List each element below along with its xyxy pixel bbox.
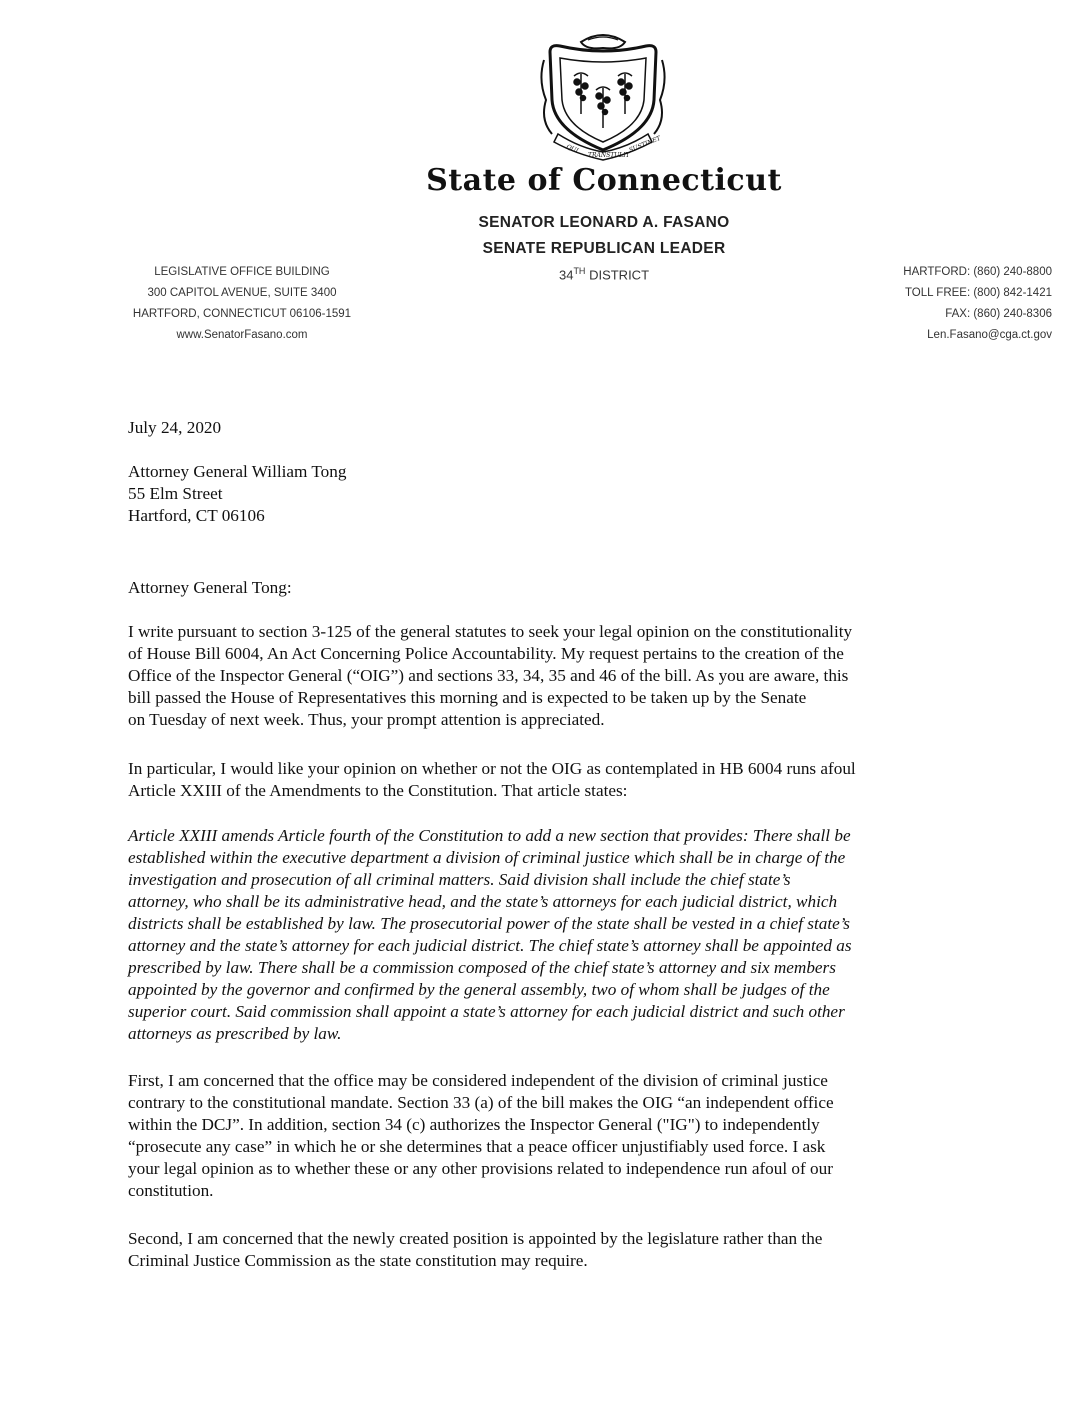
office-street: 300 CAPITOL AVENUE, SUITE 3400: [147, 287, 337, 299]
senator-email-link[interactable]: Len.Fasano@cga.ct.gov: [927, 329, 1052, 341]
paragraph-2: [128, 758, 978, 802]
paragraph-3-line: contrary to the constitutional mandate. Section 33 (a) of the bill makes the OIG “an independent office: [128, 1093, 834, 1112]
toll-free-phone: TOLL FREE: (800) 842-1421: [904, 287, 1052, 299]
district-suffix: TH: [573, 266, 586, 276]
paragraph-1-line: of House Bill 6004, An Act Concerning Police Accountability. My request pertains to the creation of the: [128, 644, 844, 663]
senator-website-link[interactable]: www.SenatorFasano.com: [176, 329, 308, 341]
svg-text:TRANSTULIT: TRANSTULIT: [588, 152, 630, 159]
district-number: 34: [558, 267, 574, 283]
paragraph-3-line: constitution.: [128, 1181, 214, 1200]
quote-line: established within the executive department a division of criminal justice which shall be in charge of the: [128, 848, 846, 867]
office-address-block: [120, 262, 364, 346]
paragraph-3-line: “prosecute any case” in which he or she determines that a peace officer unjustifiably used force. I ask: [128, 1137, 826, 1156]
seal-icon: [536, 30, 670, 165]
senator-title: SENATE REPUBLICAN LEADER: [482, 240, 726, 257]
contact-block: [832, 262, 1052, 346]
paragraph-2-line: Article XXIII of the Amendments to the Constitution. That article states:: [128, 781, 628, 800]
paragraph-4-line: Second, I am concerned that the newly created position is appointed by the legislature rather than the: [128, 1229, 823, 1248]
recipient-address: [128, 461, 978, 527]
letter-date: July 24, 2020: [128, 418, 222, 437]
hartford-phone: HARTFORD: (860) 240-8800: [903, 266, 1052, 278]
quote-line: attorney, who shall be its administrative head, and the state’s attorneys for each judicial district, which: [128, 892, 838, 911]
quote-line: prescribed by law. There shall be a commission composed of the chief state’s attorney and six members: [128, 958, 836, 977]
paragraph-3: [128, 1070, 978, 1202]
recipient-name: Attorney General William Tong: [128, 462, 347, 481]
paragraph-4-line: Criminal Justice Commission as the state constitution may require.: [128, 1251, 588, 1270]
paragraph-1-line: Office of the Inspector General (“OIG”) and sections 33, 34, 35 and 46 of the bill. As you are aware, this: [128, 666, 849, 685]
paragraph-3-line: First, I am concerned that the office may be considered independent of the division of criminal justice: [128, 1071, 828, 1090]
quote-line: districts shall be established by law. The prosecutorial power of the state shall be vested in a chief state’s: [128, 914, 850, 933]
state-seal: [536, 30, 670, 165]
article-quote: [128, 825, 978, 1045]
quote-line: attorneys as prescribed by law.: [128, 1024, 342, 1043]
paragraph-1-line: I write pursuant to section 3-125 of the general statutes to seek your legal opinion on the constitutionality: [128, 622, 853, 641]
office-building: LEGISLATIVE OFFICE BUILDING: [154, 266, 330, 278]
svg-text:SUSTINET: SUSTINET: [628, 134, 662, 154]
paragraph-3-line: your legal opinion as to whether these or any other provisions related to independence run afoul of our: [128, 1159, 833, 1178]
svg-text:QUI: QUI: [565, 143, 580, 155]
district-word: DISTRICT: [589, 267, 650, 283]
quote-line: investigation and prosecution of all criminal matters. Said division shall include the chief state’s: [128, 870, 791, 889]
salutation: Attorney General Tong:: [128, 578, 292, 597]
paragraph-3-line: within the DCJ”. In addition, section 34 (c) authorizes the Inspector General ("IG") to independently: [128, 1115, 820, 1134]
recipient-city: Hartford, CT 06106: [128, 506, 265, 525]
fax-number: FAX: (860) 240-8306: [945, 308, 1052, 320]
quote-line: appointed by the governor and confirmed by the general assembly, two of whom shall be judges of the: [128, 980, 830, 999]
paragraph-2-line: In particular, I would like your opinion on whether or not the OIG as contemplated in HB 6004 runs afoul: [128, 759, 856, 778]
office-city: HARTFORD, CONNECTICUT 06106-1591: [132, 308, 352, 320]
state-title: State of Connecticut: [426, 163, 782, 198]
recipient-street: 55 Elm Street: [128, 484, 223, 503]
quote-line: superior court. Said commission shall appoint a state’s attorney for each judicial district and such other: [128, 1002, 845, 1021]
paragraph-1-line: on Tuesday of next week. Thus, your prompt attention is appreciated.: [128, 710, 605, 729]
quote-line: Article XXIII amends Article fourth of the Constitution to add a new section that provides: There shall be: [128, 826, 851, 845]
senator-name: SENATOR LEONARD A. FASANO: [478, 214, 730, 231]
paragraph-1-line: bill passed the House of Representatives this morning and is expected to be taken up by the Senate: [128, 688, 807, 707]
paragraph-4: [128, 1228, 978, 1272]
quote-line: attorney and the state’s attorney for each judicial district. The chief state’s attorney shall be appointed as: [128, 936, 852, 955]
paragraph-1: [128, 621, 978, 731]
